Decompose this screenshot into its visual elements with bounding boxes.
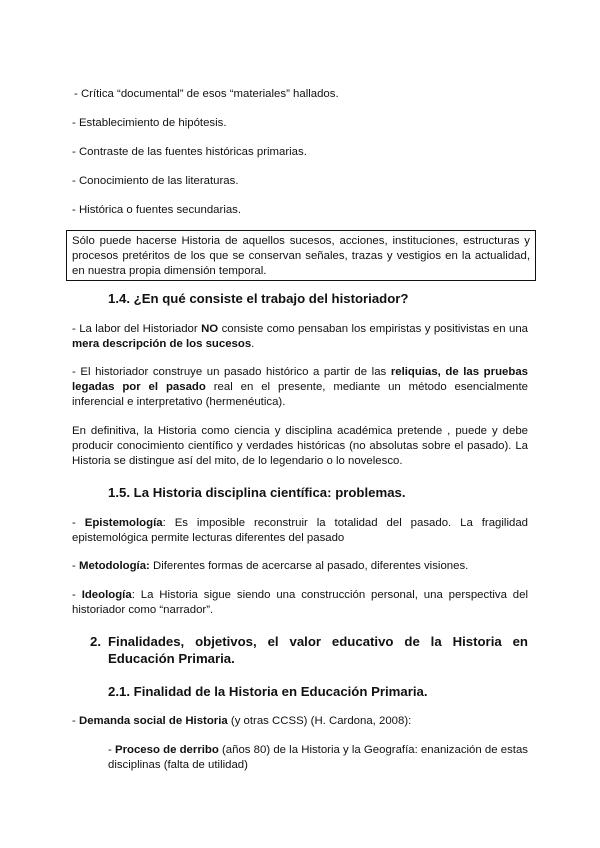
heading-2: Finalidades, objetivos, el valor educativo de la Historia en Educación Primaria.	[108, 634, 528, 666]
text-run: -	[72, 589, 82, 601]
bold-run: Epistemología	[84, 517, 163, 529]
bold-run: Demanda social de Historia	[78, 715, 228, 727]
paragraph-ideologia	[72, 588, 528, 618]
bullet-literaturas: - Conocimiento de las literaturas.	[72, 175, 239, 187]
bullet-critica: - Crítica “documental” de esos “materiales” hallados.	[74, 88, 339, 100]
bold-run: NO	[201, 323, 219, 335]
text-run: (y otras CCSS) (H. Cardona, 2008):	[227, 715, 412, 727]
text-run: - El historiador construye un pasado histórico a partir de las	[72, 366, 391, 378]
definition-box: Sólo puede hacerse Historia de aquellos sucesos, acciones, instituciones, estructuras y procesos pretéritos de los que se conservan señales, trazas y vestigios en la actualidad, en nuestra propia dimensión temporal.	[66, 230, 536, 281]
bold-run: mera descripción de los sucesos	[72, 338, 252, 350]
bullet-secundarias: - Histórica o fuentes secundarias.	[72, 204, 242, 216]
bullet-contraste: - Contraste de las fuentes históricas primarias.	[72, 146, 307, 158]
text-run: real en el presente, mediante un método esencialmente inferencial e interpretativo (hermenéutica).	[72, 381, 528, 408]
text-run: Diferentes formas de acercarse al pasado, diferentes visiones.	[149, 560, 469, 572]
bold-run: Metodología:	[78, 560, 150, 572]
bold-run: Proceso de derribo	[114, 744, 219, 756]
text-run: : Es imposible reconstruir la totalidad del pasado. La fragilidad epistemológica permite lecturas diferentes del pasado	[72, 517, 528, 544]
section-2-number: 2.	[90, 634, 101, 649]
heading-1-5: 1.5. La Historia disciplina científica: problemas.	[108, 485, 406, 500]
text-run: .	[251, 338, 255, 350]
paragraph-metodologia	[72, 559, 528, 574]
paragraph-en-definitiva: En definitiva, la Historia como ciencia y disciplina académica pretende , puede y debe producir conocimiento científico y verdades históricas (no absolutas sobre el pasado). La Historia se distingue así del mito, de lo legendario o lo novelesco.	[72, 425, 528, 467]
text-run: (años 80) de la Historia y la Geografía: enanización de estas disciplinas (falta de utilidad)	[108, 744, 528, 771]
text-run: -	[72, 560, 79, 572]
bullet-hipotesis: - Establecimiento de hipótesis.	[72, 117, 227, 129]
bold-run: Ideología	[81, 589, 132, 601]
text-run: -	[108, 744, 115, 756]
text-run: -	[72, 715, 79, 727]
heading-1-4: 1.4. ¿En qué consiste el trabajo del historiador?	[108, 291, 409, 306]
text-run: - La labor del Historiador	[72, 323, 202, 335]
text-run: consiste como pensaban los empiristas y positivistas en una	[218, 323, 529, 335]
paragraph-epistemologia	[72, 516, 528, 546]
heading-2-1: 2.1. Finalidad de la Historia en Educación Primaria.	[108, 684, 428, 699]
paragraph-pasado-historico	[72, 365, 528, 410]
paragraph-demanda-social	[72, 714, 528, 729]
text-run: : La Historia sigue siendo una construcción personal, una perspectiva del historiador como “narrador”.	[72, 589, 528, 616]
paragraph-labor-historiador	[72, 322, 528, 352]
paragraph-proceso-derribo	[108, 743, 528, 773]
text-run: -	[72, 517, 85, 529]
bold-run: reliquias, de las pruebas legadas por el pasado	[72, 366, 528, 393]
